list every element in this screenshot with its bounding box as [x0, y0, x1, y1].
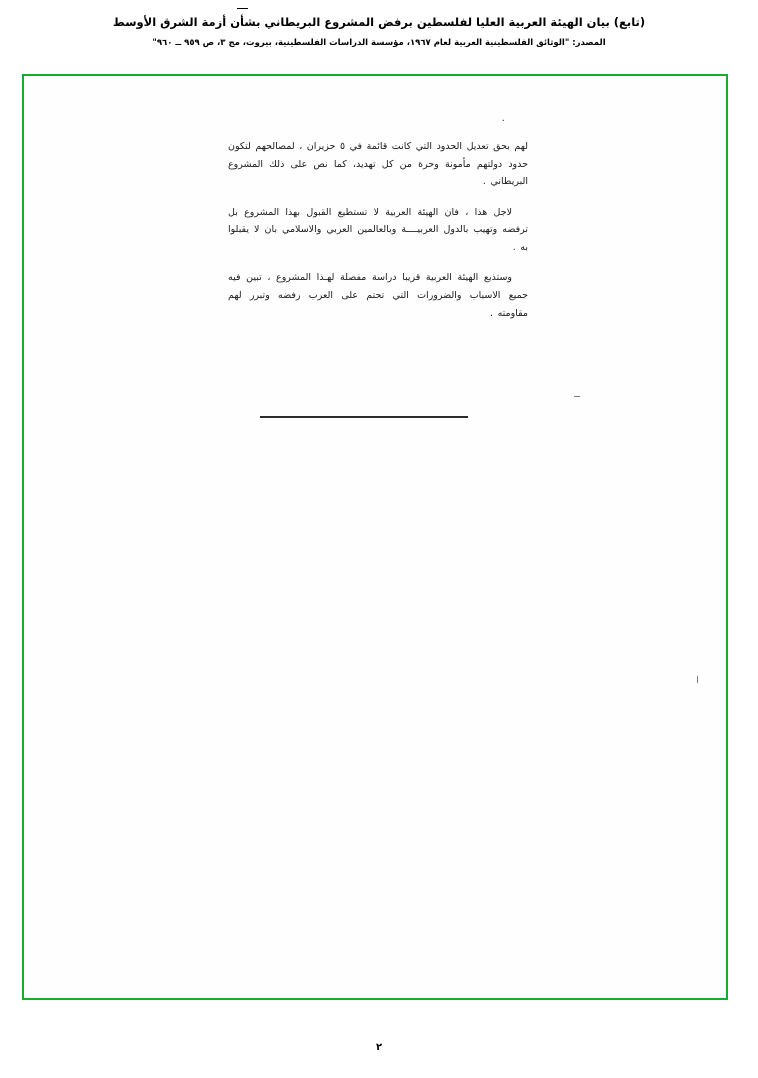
page-title: (تابع) بيان الهيئة العربية العليا لفلسطين برفض المشروع البريطاني بشأن أزمة الشرق الأوسط [112, 15, 646, 29]
document-body [228, 115, 529, 335]
dash-mark-icon [237, 8, 248, 9]
document-header [0, 0, 758, 50]
scan-speck [697, 676, 698, 683]
source-citation: المصدر: "الوثائق الفلسطينية العربية لعام ١٩٦٧، مؤسسة الدراسات الفلسطينية، بيروت، مج ٣، ص ٩٥٩ ــ ٩٦٠" [152, 38, 606, 49]
scanned-page-frame [22, 74, 728, 1000]
scanned-page-content [24, 76, 726, 998]
page-number: ٢ [375, 1042, 383, 1053]
horizontal-rule [260, 416, 468, 418]
stray-dot-mark: ٠ [500, 115, 506, 126]
scan-speck [574, 396, 580, 397]
paragraph: لاجل هذا ، فان الهيئة العربية لا تستطيع القبول بهذا المشروع بل ترفضه وتهيب بالدول العربيــــة وبالعالمين العربي والاسلامي بان لا يقبلوا به . [228, 206, 528, 253]
paragraph: لهم بحق تعديل الحدود التي كانت قائمة في ٥ حزيران ، لمصالحهم لتكون حدود دولتهم مأمونة وحرة من كل تهديد، كما نص على ذلك المشروع البريطاني . [228, 141, 529, 188]
paragraph: وستذيع الهيئة العربية قريبا دراسة مفصلة لهـذا المشروع ، تبين فيه جميع الاسباب والضرورات التي تحتم على العرب رفضه وتبرر لهم مقاومته . [228, 272, 528, 319]
